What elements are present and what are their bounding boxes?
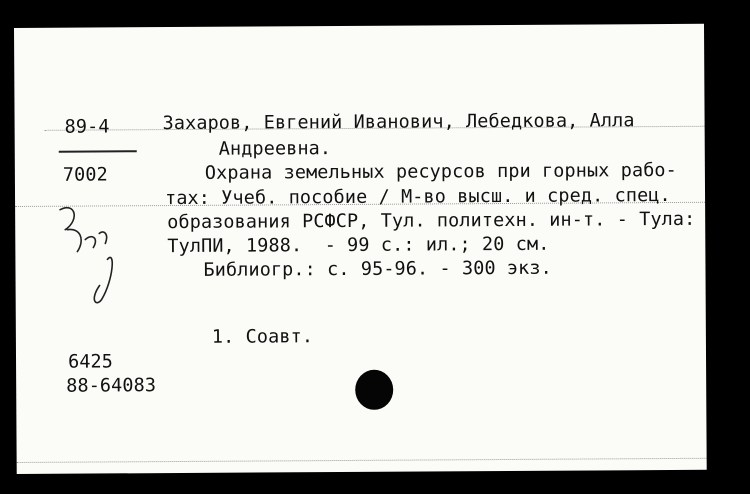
entry-title-1: Охрана земельных ресурсов при горных рабо- xyxy=(204,159,677,184)
entry-heading-1: Захаров, Евгений Иванович, Лебедкова, Алла xyxy=(162,110,635,135)
entry-note: Библиогр.: с. 95-96. - 300 экз. xyxy=(203,257,552,281)
card-punch-hole xyxy=(355,370,393,410)
entry-title-2: тах: Учеб. пособие / М-во высш. и сред. спец. xyxy=(164,184,671,210)
entry-heading-2: Андреевна. xyxy=(218,138,332,160)
catalog-card xyxy=(14,24,707,474)
dotted-line xyxy=(17,458,707,464)
shelf-mark-bottom: 7002 xyxy=(62,164,108,186)
tracing-line: 1. Соавт. xyxy=(211,326,314,348)
entry-title-3: образования РСФСР, Тул. политехн. ин-т. - Тула: xyxy=(167,208,696,234)
card-number-1: 6425 xyxy=(67,351,114,373)
card-number-2: 88-64083 xyxy=(66,375,157,397)
shelf-mark-divider xyxy=(59,150,137,152)
handwritten-mark xyxy=(55,199,126,309)
shelf-mark-top: 89-4 xyxy=(64,116,110,138)
entry-imprint: ТулПИ, 1988. - 99 с.: ил.; 20 см. xyxy=(167,233,550,258)
